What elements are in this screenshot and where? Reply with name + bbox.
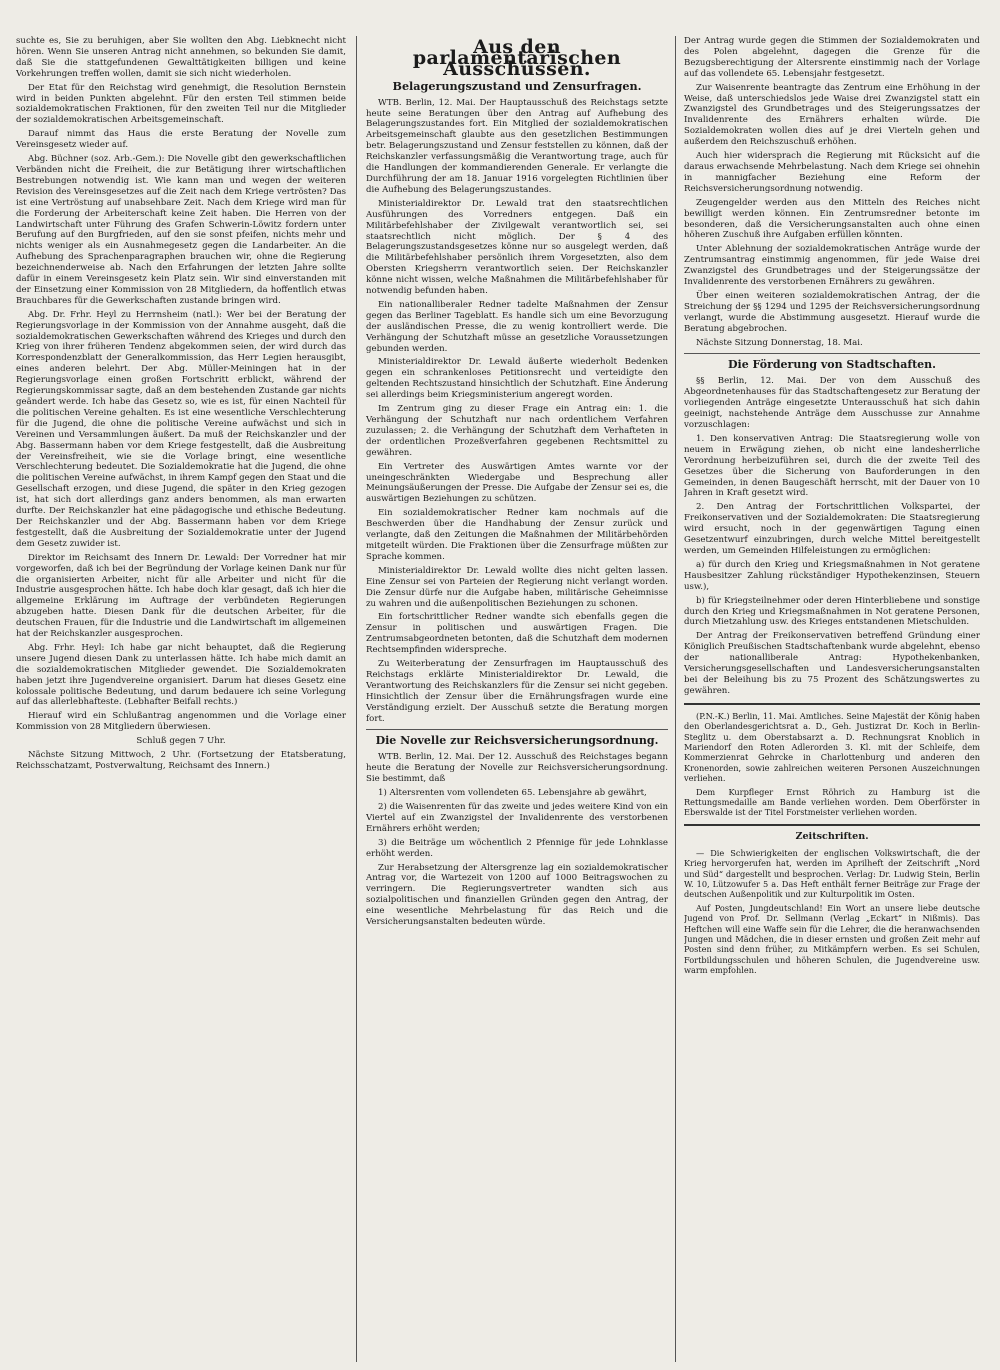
paragraph: — Die Schwierigkeiten der englischen Volkswirtschaft, die der Krieg hervorgerufen hat, werden im Aprilheft der Zeitschrift „Nord und Süd“ dargestellt und besprochen. Verlag: Dr. Ludwig Stein, Berlin W. 10, Lützowufer 5 a. Das Heft enthält ferner Beiträge zur Frage der deutschen Außenpolitik und zur Kulturpolitik im Osten.: [684, 847, 980, 900]
paragraph: Nächste Sitzung Donnerstag, 18. Mai.: [696, 337, 863, 348]
paragraph: WTB. Berlin, 12. Mai. Der 12. Ausschuß des Reichstages begann heute die Beratung der Novelle zur Reichsversicherungsordnung. Sie bestimmt, daß: [366, 752, 668, 785]
paragraph: Nächste Sitzung Mittwoch, 2 Uhr. (Fortsetzung der Etatsberatung, Reichsschatzamt, Postverwaltung, Reichsamt des Innern.): [16, 750, 346, 771]
paragraph: Dem Kurpfleger Ernst Röhrich zu Hamburg ist die Rettungsmedaille am Bande verliehen worden. Dem Oberförster in Eberswalde ist der Titel Forstmeister verliehen worden.: [684, 786, 980, 818]
paragraph: Zu Weiterberatung der Zensurfragen im Hauptausschuß des Reichstags erklärte Ministerialdirektor Dr. Lewald, die Verantwortung des Reichskanzlers für die Zensur sei nicht gegeben. Hinsichtlich der Zensur über die Ernährungsfragen wurde eine Verständigung erzielt. Der Ausschuß setzte die Beratung morgen fort.: [366, 659, 668, 724]
paragraph: 2. Den Antrag der Fortschrittlichen Volkspartei, der Freikonservativen und der Sozialdemokraten: Die Staatsregierung wird ersucht, noch in der gegenwärtigen Tagung einen Gesetzentwurf einzubringen, durch welche Mittel bereitgestellt werden, um Gemeinden Hilfeleistungen zu ermöglichen:: [684, 502, 980, 556]
list-item: 1) Altersrenten vom vollendeten 65. Lebensjahre ab gewährt,: [378, 788, 647, 799]
left-column: [16, 36, 346, 1362]
middle-column: [366, 36, 668, 1362]
paragraph: Ministerialdirektor Dr. Lewald wollte dies nicht gelten lassen. Eine Zensur sei von Parteien der Regierung nicht verlangt worden. Die Zensur dürfe nur die Aufgabe haben, militärische Geheimnisse zu wahren und die außenpolitischen Beziehungen zu schonen.: [366, 565, 668, 609]
paragraph: Ministerialdirektor Dr. Lewald äußerte wiederholt Bedenken gegen ein schrankenloses Petitionsrecht und verteidigte den geltenden Rechtszustand hinsichtlich der Schutzhaft. Eine Änderung sei allerdings beim Kriegsministerium angeregt worden.: [366, 357, 668, 401]
paragraph: Ein sozialdemokratischer Redner kam nochmals auf die Beschwerden über die Handhabung der Zensur zurück und verlangte, daß den Zeitungen die Maßnahmen der Militärbehörden mitgeteilt würden. Die Fraktionen über die Zensurfrage müßten zur Sprache kommen.: [366, 508, 668, 562]
paragraph: Zeugengelder werden aus den Mitteln des Reiches nicht bewilligt werden können. Ein Zentrumsredner betonte im besonderen, daß die Versicherungsanstalten auch ohne einen höheren Zuschuß ihre Aufgaben erfüllen könnten.: [684, 197, 980, 241]
paragraph: Abg. Frhr. Heyl: Ich habe gar nicht behauptet, daß die Regierung unsere Jugend diesen Dank zu unterlassen hätte. Ich habe mich damit an die sozialdemokratischen Mitglieder gewendet. Die Sozialdemokraten haben jetzt ihre Jugendvereine organisiert. Darum hat dieses Gesetz eine kolossale politische Bedeutung, und darum bedauere ich seine Vorlegung auf das allerlebhafteste. (Lebhafter Beifall rechts.): [16, 642, 346, 708]
paragraph: Auf Posten, Jungdeutschland! Ein Wort an unsere liebe deutsche Jugend von Prof. Dr. Sellmann (Verlag „Eckart“ in Nißmis). Das Heftchen will eine Waffe sein für die Lehrer, die die heranwachsenden Jungen und Mädchen, die in dieser ernsten und großen Zeit mehr auf Posten sind denn früher, zu Mitkämpfern werben. Es sei Schulen, Fortbildungsschulen und höheren Schulen, die Jugendvereine usw. warm empfohlen.: [684, 902, 980, 976]
paragraph: Der Etat für den Reichstag wird genehmigt, die Resolution Bernstein wird in beiden Punkten abgelehnt. Für den ersten Teil stimmen beide sozialdemokratischen Fraktionen, für den zweiten Teil nur die Mitglieder der sozialdemokratischen Arbeitsgemeinschaft.: [16, 82, 346, 126]
paragraph: Auch hier widersprach die Regierung mit Rücksicht auf die daraus erwachsende Mehrbelastung. Nach dem Kriege sei ohnehin in mannigfacher Beziehung eine Reform der Reichsversicherungsordnung notwendig.: [684, 151, 980, 194]
paragraph: (P.N.-K.) Berlin, 11. Mai. Amtliches. Seine Majestät der König haben den Oberlandesgerichtsrat a. D., Geh. Justizrat Dr. Koch in Berlin-Steglitz u. dem Oberstabsarzt a. D. Rechnungsrat Knoblich in Mariendorf den Roten Adlerorden 3. Kl. mit der Schleife, dem Kommerzienrat Gehrcke in Charlottenburg und anderen den Kronenorden, sowie zahlreichen weiteren Personen Auszeichnungen verliehen.: [684, 710, 980, 784]
divider: [366, 729, 668, 730]
paragraph: Unter Ablehnung der sozialdemokratischen Anträge wurde der Zentrumsantrag einstimmig angenommen, für jede Waise drei Zwanzigstel des Grundbetrages und der Steigerungssätze der Invalidenrente des verstorbenen Ernährers zu gewähren.: [684, 244, 980, 288]
paragraph: Ein nationalliberaler Redner tadelte Maßnahmen der Zensur gegen das Berliner Tageblatt. Es handle sich um eine Bevorzugung der ausländischen Presse, die zu wenig kontrolliert werde. Die Verhängung der Schutzhaft müsse an gesetzliche Voraussetzungen gebunden werden.: [366, 299, 668, 354]
newspaper-page: [14, 36, 986, 1362]
paragraph: Darauf nimmt das Haus die erste Beratung der Novelle zum Vereinsgesetz wieder auf.: [16, 129, 346, 151]
section-title: Aus den parlamentarischen Ausschüssen.: [412, 36, 622, 80]
paragraph: Direktor im Reichsamt des Innern Dr. Lewald: Der Vorredner hat mir vorgeworfen, daß ich bei der Begründung der Vorlage keinen Dank nur für die organisierten Arbeiter, nicht für alle Arbeiter und nicht für die Industrie ausgesprochen hätte. Ich habe doch klar gesagt, daß ich hier die allgemeine Erklärung im Auftrage der verbündeten Regierungen abzugeben hatte. Diesen Dank für die deutschen Arbeiter, für die deutschen Frauen, für die Industrie und die Landwirtschaft im allgemeinen hat der Reichskanzler ausgesprochen.: [16, 552, 346, 640]
divider: [684, 824, 980, 826]
column-rule-right: [675, 36, 676, 1362]
paragraph: Zur Herabsetzung der Altersgrenze lag ein sozialdemokratischer Antrag vor, die Wartezeit von 1200 auf 1000 Beitragswochen zu verringern. Die Regierungsvertreter wandten sich aus sozialpolitischen und finanziellen Gründen gegen den Antrag, der eine wesentliche Mehrbelastung für das Reich und die Versicherungsanstalten bedeuten würde.: [366, 862, 668, 928]
paragraph: §§ Berlin, 12. Mai. Der von dem Ausschuß des Abgeordnetenhauses für das Stadtschaftengesetz zur Beratung der vorliegenden Anträge eingesetzte Unterausschuß hat sich dahin geeinigt, nachstehende Anträge dem Ausschusse zur Annahme vorzuschlagen:: [684, 376, 980, 430]
paragraph: suchte es, Sie zu beruhigen, aber Sie wollten den Abg. Liebknecht nicht hören. Wenn Sie unseren Antrag nicht annehmen, so bekunden Sie damit, daß Sie die stattgefundenen Gewalttätigkeiten billigen und keine Vorkehrungen treffen wollen, damit sie sich nicht wiederholen.: [16, 36, 346, 79]
list-item: 3) die Beiträge um wöchentlich 2 Pfennige für jede Lohnklasse erhöht werden.: [366, 837, 668, 859]
list-item: a) für durch den Krieg und Kriegsmaßnahmen in Not geratene Hausbesitzer Zahlung rückständiger Hypothekenzinsen, Steuern usw.),: [684, 559, 980, 592]
divider: [684, 353, 980, 354]
article-heading: Die Novelle zur Reichsversicherungsordnung.: [375, 734, 659, 748]
section-heading: Zeitschriften.: [795, 830, 869, 842]
paragraph: 1. Den konservativen Antrag: Die Staatsregierung wolle von neuem in Erwägung ziehen, ob nicht eine landesherrliche Verordnung herbeizuführen sei, durch die der zweite Teil des Gesetzes über die Sicherung von Bauforderungen in den Gemeinden, in denen Baugeschäft herrscht, mit der Dauer von 10 Jahren in Kraft gesetzt wird.: [684, 433, 980, 499]
paragraph: Ein Vertreter des Auswärtigen Amtes warnte vor der uneingeschränkten Wiedergabe und Besprechung aller Meinungsäußerungen der Presse. Die Aufgabe der Zensur sei es, die auswärtigen Beziehungen zu schützen.: [366, 461, 668, 505]
paragraph: Ministerialdirektor Dr. Lewald trat den staatsrechtlichen Ausführungen des Vorredners entgegen. Daß ein Militärbefehlshaber der Zivilgewalt verantwortlich sei, sei staatsrechtlich nicht möglich. Der § 4 des Belagerungszustandsgesetzes könne nur so ausgelegt werden, daß die Militärbefehlshaber persönlich ihrem Vorgesetzten, also dem Obersten Kriegsherrn verantwortlich seien. Der Reichskanzler könne nicht wissen, welche Maßnahmen die Militärbefehlshaber für notwendig befunden haben.: [366, 198, 668, 297]
column-rule-left: [356, 36, 357, 1362]
paragraph: Im Zentrum ging zu dieser Frage ein Antrag ein: 1. die Verhängung der Schutzhaft nur nach ordentlichem Verfahren zuzulassen; 2. die Verhängung der Schutzhaft dem Verhafteten in der ordentlichen Prozeßverfahren gegebenen Rechtsmittel zu gewähren.: [366, 404, 668, 458]
paragraph: Abg. Büchner (soz. Arb.-Gem.): Die Novelle gibt den gewerkschaftlichen Verbänden nicht die Freiheit, die zur Betätigung ihrer wirtschaftlichen Bestrebungen notwendig ist. Wie kann man und wegen der weiteren Revision des Vereinsgesetzes auf die Zeit nach dem Kriege vertrösten? Das ist eine Vertröstung auf unabsehbare Zeit. Nach dem Kriege wird man für die Forderung der Arbeiterschaft keine Zeit haben. Die Herren von der Landwirtschaft unter Führung des Grafen Schwerin-Löwitz fordern unter Berufung auf den Burgfrieden, auf den sie sonst pfeifen, nichts mehr und nichts weniger als ein Ausnahmegesetz gegen die Landarbeiter. An die Aufhebung des Sprachenparagraphen brauchen wir, ohne die Regierung bezeichnenderweise ab. Nach den Erfahrungen der letzten Jahre sollte dafür in einem Vereinsgesetz kein Platz sein. Wir sind einverstanden mit der Einsetzung einer Kommission von 28 Mitgliedern, da hoffentlich etwas Brauchbares für die Gewerkschaften zustande bringen wird.: [16, 154, 346, 306]
article-heading: Die Förderung von Stadtschaften.: [727, 358, 937, 372]
list-item: 2) die Waisenrenten für das zweite und jedes weitere Kind von ein Viertel auf ein Zwanzigstel der Invalidenrente des verstorbenen Ernährers erhöht werden;: [366, 802, 668, 834]
paragraph: Ein fortschrittlicher Redner wandte sich ebenfalls gegen die Zensur in politischen und auswärtigen Fragen. Die Zentrumsabgeordneten betonten, daß die Schutzhaft dem modernen Rechtsempfinden widerspreche.: [366, 612, 668, 656]
right-column: [684, 36, 980, 1362]
paragraph: Über einen weiteren sozialdemokratischen Antrag, der die Streichung der §§ 1294 und 1295 der Reichsversicherungsordnung verlangt, wurde die Abstimmung ausgesetzt. Hierauf wurde die Beratung abgebrochen.: [684, 290, 980, 334]
paragraph: Schluß gegen 7 Uhr.: [136, 736, 226, 747]
paragraph: Abg. Dr. Frhr. Heyl zu Herrnsheim (natl.): Wer bei der Beratung der Regierungsvorlage in der Kommission von der Annahme ausgeht, daß die sozialdemokratischen Gewerkschaften während des Krieges und durch den Krieg von ihrer früheren Tendenz abgekommen seien, der wird durch das Korrespondenzblatt der Generalkommission, das Herr Legien herausgibt, eines anderen belehrt. Der Abg. Müller-Meiningen hat in der Regierungsvorlage einen großen Fortschritt erblickt, während der Regierungskommissar sagte, daß an dem bestehenden Zustande gar nichts geändert werde. Ich habe das Gesetz so, wie es ist, für einen Nachteil für die politischen Vereine gehalten. Es ist eine wesentliche Verschlechterung für die Jugend, die ohne die politische Vereine aufwächst und sich in Vereinen und Versammlungen äußert. Da muß der Reichskanzler und der Abg. Bassermann haben vor dem Kriege festgestellt, daß die Ausbreitung der Vereinsfreiheit, wie sie die Vorlage bringt, eine wesentliche Verschlechterung bedeutet. Die Sozialdemokratie hat die Jugend, die ohne die politischen Vereine aufwächst, in ihrem Kampf gegen den Staat und die Gesellschaft erzogen, und diese Jugend, die später in den Krieg gezogen ist, hat sich dort allerdings ganz anders benommen, als man erwarten durfte. Der Reichskanzler hat eine pädagogische und ethische Bedeutung. Der Reichskanzler und der Abg. Bassermann haben vor dem Kriege festgestellt, daß die Ausbreitung der Sozialdemokratie unter der Jugend dem Gesetz zuwider ist.: [16, 309, 346, 549]
paragraph: Zur Waisenrente beantragte das Zentrum eine Erhöhung in der Weise, daß unterschiedslos jede Waise drei Zwanzigstel statt ein Zwanzigstel des Grundbetrages und des Steigerungssatzes der Invalidenrente des Ernährers erhalten würde. Die Sozialdemokraten wollen dies auf je drei Vierteln gehen und außerdem den Reichszuschuß erhöhen.: [684, 82, 980, 148]
paragraph: WTB. Berlin, 12. Mai. Der Hauptausschuß des Reichstags setzte heute seine Beratungen über den Antrag auf Aufhebung des Belagerungszustandes fort. Ein Mitglied der sozialdemokratischen Arbeitsgemeinschaft glaubte aus den gesetzlichen Bestimmungen betr. Belagerungszustand und Zensur feststellen zu können, daß der Reichskanzler verfassungsmäßig die Verantwortung trage, auch für die Handlungen der kommandierenden Generale. Er verlangte die Durchführung der am 18. Januar 1916 vorgelegten Richtlinien über die Aufhebung des Belagerungszustandes.: [366, 97, 668, 195]
divider: [684, 703, 980, 705]
list-item: b) für Kriegsteilnehmer oder deren Hinterbliebene und sonstige durch den Krieg und Kriegsmaßnahmen in Not geratene Personen, durch Mietzahlung usw. des Krieges entstandenen Mietschulden.: [684, 595, 980, 628]
paragraph: Hierauf wird ein Schlußantrag angenommen und die Vorlage einer Kommission von 28 Mitgliedern überwiesen.: [16, 711, 346, 733]
paragraph: Der Antrag der Freikonservativen betreffend Gründung einer Königlich Preußischen Stadtschaftenbank wurde abgelehnt, ebenso der nationalliberale Antrag: Hypothekenbanken, Versicherungsgesellschaften und Landesversicherungsanstalten bei der Beleihung bis zu 75 Prozent des Schätzungswertes zu gewähren.: [684, 631, 980, 696]
paragraph: Der Antrag wurde gegen die Stimmen der Sozialdemokraten und des Polen abgelehnt, dagegen die Grenze für die Bezugsberechtigung der Altersrente einstimmig nach der Vorlage auf das vollendete 65. Lebensjahr festgesetzt.: [684, 36, 980, 79]
article-heading: Belagerungszustand und Zensurfragen.: [392, 78, 642, 93]
